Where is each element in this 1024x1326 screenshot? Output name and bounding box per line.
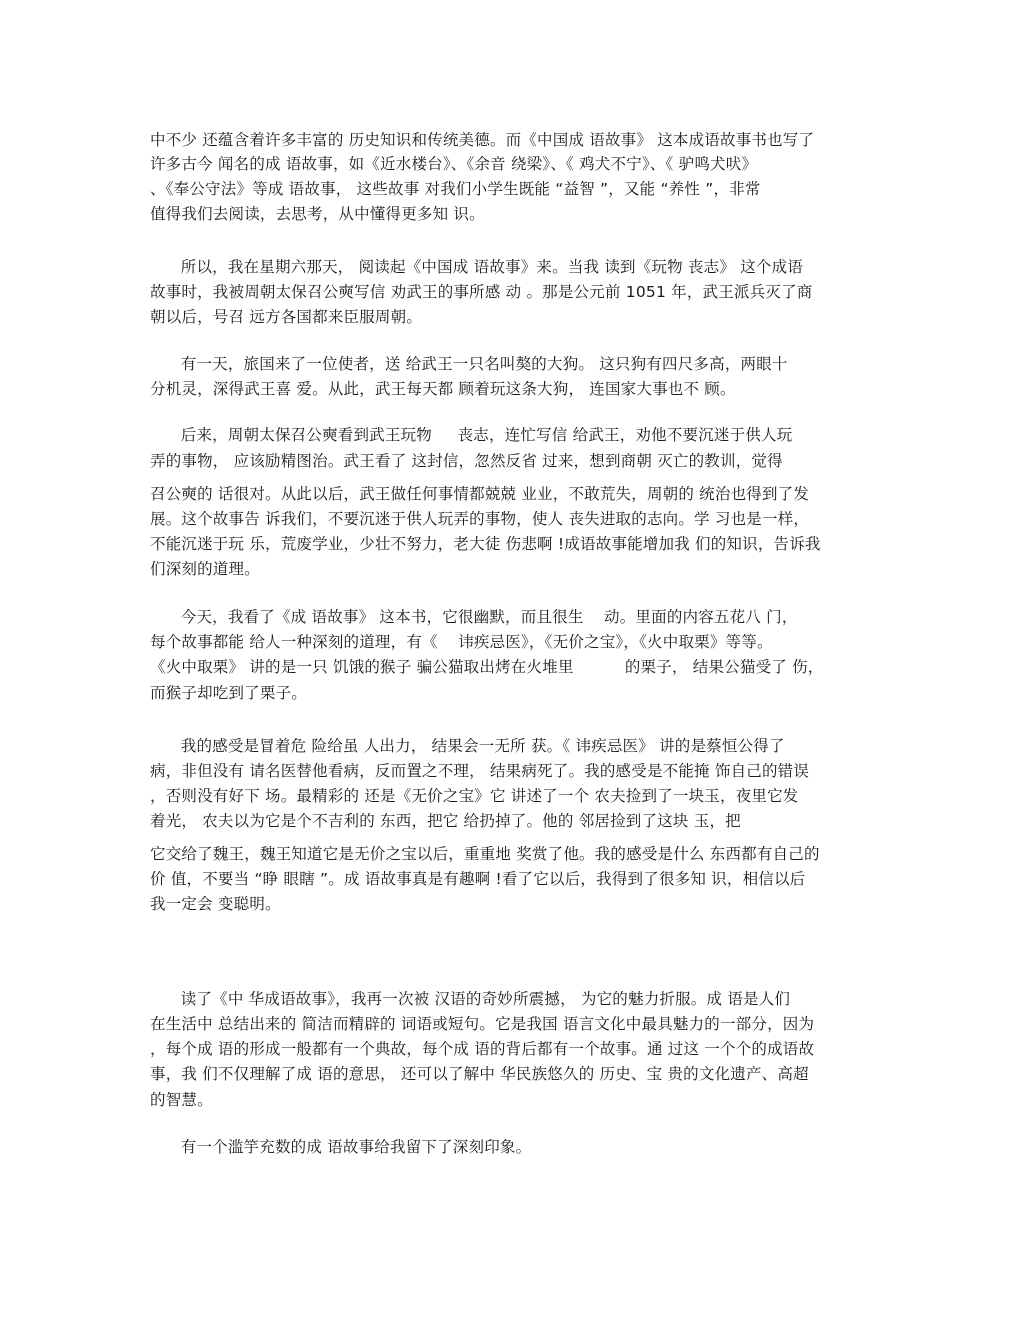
text-line: 每个故事都能 给人一种深刻的道理，有《 讳疾忌医》，《无价之宝》，《火中取栗》等等。 bbox=[150, 633, 773, 651]
text-line: 中不少 还蕴含着许多丰富的 历史知识和传统美德。而《中国成 语故事》 这本成语故事书也写了 bbox=[150, 131, 815, 149]
text-line: 事，我 们不仅理解了成 语的意思， 还可以了解中 华民族悠久的 历史、宝 贵的文化遗产、高超 bbox=[150, 1065, 809, 1083]
text-line: 我的感受是冒着危 险给虽 人出力， 结果会一无所 获。《 讳疾忌医》 讲的是蔡恒公得了 bbox=[150, 737, 785, 755]
text-line: ，每个成 语的形成一般都有一个典故，每个成 语的背后都有一个故事。通 过这 一个个的成语故 bbox=[150, 1040, 815, 1058]
text-line: 不能沉迷于玩 乐，荒废学业，少壮不努力，老大徒 伤悲啊 !成语故事能增加我 们的知识，告诉我 bbox=[150, 535, 821, 553]
text-line: 而猴子却吃到了栗子。 bbox=[150, 684, 308, 702]
text-line: 《火中取栗》 讲的是一只 饥饿的猴子 骗公猫取出烤在火堆里 的栗子， 结果公猫受了 伤， bbox=[150, 658, 824, 676]
text-line: 读了《中 华成语故事》，我再一次被 汉语的奇妙所震撼， 为它的魅力折服。成 语是人们 bbox=[150, 990, 791, 1008]
text-line: 在生活中 总结出来的 简洁而精辟的 词语或短句。它是我国 语言文化中最具魅力的一部分，因为 bbox=[150, 1015, 815, 1033]
text-line: 病，非但没有 请名医替他看病，反而置之不理， 结果病死了。我的感受是不能掩 饰自己的错误 bbox=[150, 762, 810, 780]
text-line: 召公奭的 话很对。从此以后，武王做任何事情都兢兢 业业，不敢荒失，周朝的 统治也得到了发 bbox=[150, 485, 810, 503]
text-line: 后来，周朝太保召公奭看到武王玩物 丧志，连忙写信 给武王，劝他不要沉迷于供人玩 bbox=[150, 426, 793, 444]
text-line: 有一个滥竽充数的成 语故事给我留下了深刻印象。 bbox=[150, 1138, 532, 1156]
text-line: ，否则没有好下 场。最精彩的 还是《无价之宝》它 讲述了一个 农夫捡到了一块玉，夜里它发 bbox=[150, 787, 799, 805]
text-line: 许多古今 闻名的成 语故事，如《近水楼台》、《余音 绕梁》、《 鸡犬不宁》、《 驴鸣犬吠》 bbox=[150, 155, 758, 173]
text-line: 展。这个故事告 诉我们，不要沉迷于供人玩弄的事物，使人 丧失进取的志向。学 习也是一样， bbox=[150, 510, 810, 528]
text-line: 、《奉公守法》等成 语故事， 这些故事 对我们小学生既能 “益智 ”，又能 “养性 ”，非常 bbox=[150, 180, 761, 198]
text-line: 值得我们去阅读，去思考，从中懂得更多知 识。 bbox=[150, 205, 485, 223]
text-line: 我一定会 变聪明。 bbox=[150, 895, 281, 913]
text-line: 的智慧。 bbox=[150, 1091, 213, 1109]
text-line: 有一天，旅国来了一位使者，送 给武王一只名叫獒的大狗。 这只狗有四尺多高，两眼十 bbox=[150, 355, 788, 373]
text-line: 故事时，我被周朝太保召公奭写信 劝武王的事所感 动 。那是公元前 1051 年，武王派兵灭了商 bbox=[150, 283, 813, 301]
text-line: 朝以后，号召 远方各国都来臣服周朝。 bbox=[150, 308, 423, 326]
text-line: 它交给了魏王，魏王知道它是无价之宝以后，重重地 奖赏了他。我的感受是什么 东西都有自己的 bbox=[150, 845, 820, 863]
text-line: 分机灵，深得武王喜 爱。从此，武王每天都 顾着玩这条大狗， 连国家大事也不 顾。 bbox=[150, 380, 736, 398]
text-line: 所以，我在星期六那天， 阅读起《中国成 语故事》来。当我 读到《玩物 丧志》 这个成语 bbox=[150, 258, 803, 276]
text-line: 们深刻的道理。 bbox=[150, 560, 260, 578]
text-line: 今天，我看了《成 语故事》 这本书，它很幽默，而且很生 动。里面的内容五花八 门， bbox=[150, 608, 798, 626]
text-line: 弄的事物， 应该励精图治。武王看了 这封信，忽然反省 过来，想到商朝 灭亡的教训，觉得 bbox=[150, 452, 783, 470]
text-line: 价 值，不要当 “睁 眼瞎 ”。成 语故事真是有趣啊 !看了它以后，我得到了很多知 识，相信以后 bbox=[150, 870, 806, 888]
text-line: 着光， 农夫以为它是个不吉利的 东西，把它 给扔掉了。他的 邻居捡到了这块 玉，把 bbox=[150, 812, 741, 830]
